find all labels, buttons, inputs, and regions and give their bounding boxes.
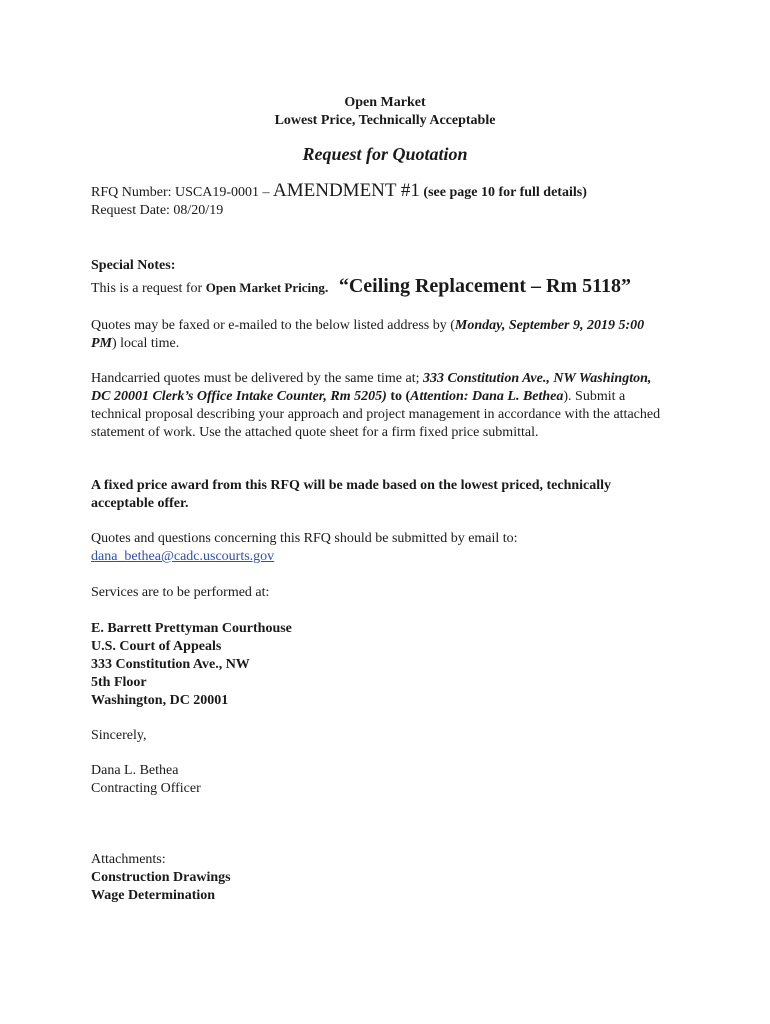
header-line-1: Open Market: [344, 95, 426, 110]
handcarried-text-1: Handcarried quotes must be delivered by the same time at;: [91, 371, 424, 386]
document-header: [0, 94, 770, 130]
attachments-label: Attachments:: [91, 852, 166, 867]
attachment-item: Wage Determination: [91, 888, 216, 903]
special-notes-intro: This is a request for: [91, 281, 206, 296]
services-label: Services are to be performed at:: [91, 585, 270, 600]
quotes-paragraph: [91, 317, 671, 353]
attachments-section: [91, 851, 691, 905]
pricing-period: .: [324, 281, 329, 296]
special-notes: [91, 257, 691, 298]
quotes-text-2: ) local time.: [112, 336, 180, 351]
salutation: Sincerely,: [91, 728, 147, 743]
delivery-location: 333 Constitution Ave., NW Washington, DC 20001 Clerk’s Office Intake Counter, Rm 5205): [91, 371, 652, 404]
project-title: “Ceiling Replacement – Rm 5118”: [338, 275, 632, 297]
address-line: 333 Constitution Ave., NW: [91, 657, 250, 672]
signer-title: Contracting Officer: [91, 781, 201, 796]
rfq-number: RFQ Number: USCA19-0001 –: [91, 185, 274, 200]
address-line: E. Barrett Prettyman Courthouse: [91, 621, 292, 636]
amendment-note: (see page 10 for full details): [419, 185, 587, 200]
signer-name: Dana L. Bethea: [91, 763, 179, 778]
handcarried-paragraph: [91, 370, 671, 442]
contact-section: [91, 530, 691, 566]
amendment-label: AMENDMENT #1: [273, 180, 420, 201]
attention-contact: Attention: Dana L. Bethea: [410, 389, 564, 404]
service-address: [91, 620, 691, 710]
handcarried-text-3: ). Submit a technical proposal describing your approach and project management in accordance with the attached statement of work. Use the attached quote sheet for a firm fixed price submittal.: [91, 389, 661, 440]
special-notes-line: [91, 277, 691, 298]
quotes-text-1: Quotes may be faxed or e-mailed to the below listed address by (: [91, 318, 455, 333]
contact-email-link[interactable]: dana_bethea@cadc.uscourts.gov: [91, 549, 275, 564]
attachment-item: Construction Drawings: [91, 870, 231, 885]
header-line-2: Lowest Price, Technically Acceptable: [274, 113, 496, 128]
handcarried-text-2: to (: [386, 389, 411, 404]
rfq-info: [91, 182, 691, 220]
signature-block: [91, 762, 691, 798]
address-line: 5th Floor: [91, 675, 147, 690]
document-title: Request for Quotation: [302, 144, 468, 164]
rfq-number-line: [91, 182, 691, 202]
award-statement: A fixed price award from this RFQ will be made based on the lowest priced, technically acceptable offer.: [91, 478, 612, 511]
address-line: U.S. Court of Appeals: [91, 639, 222, 654]
special-notes-heading: Special Notes:: [91, 258, 176, 273]
quotes-deadline: Monday, September 9, 2019 5:00 PM: [91, 318, 645, 351]
request-date: Request Date: 08/20/19: [91, 203, 224, 218]
address-line: Washington, DC 20001: [91, 693, 229, 708]
pricing-type: Open Market Pricing: [205, 280, 325, 295]
contact-text: Quotes and questions concerning this RFQ should be submitted by email to:: [91, 531, 518, 546]
